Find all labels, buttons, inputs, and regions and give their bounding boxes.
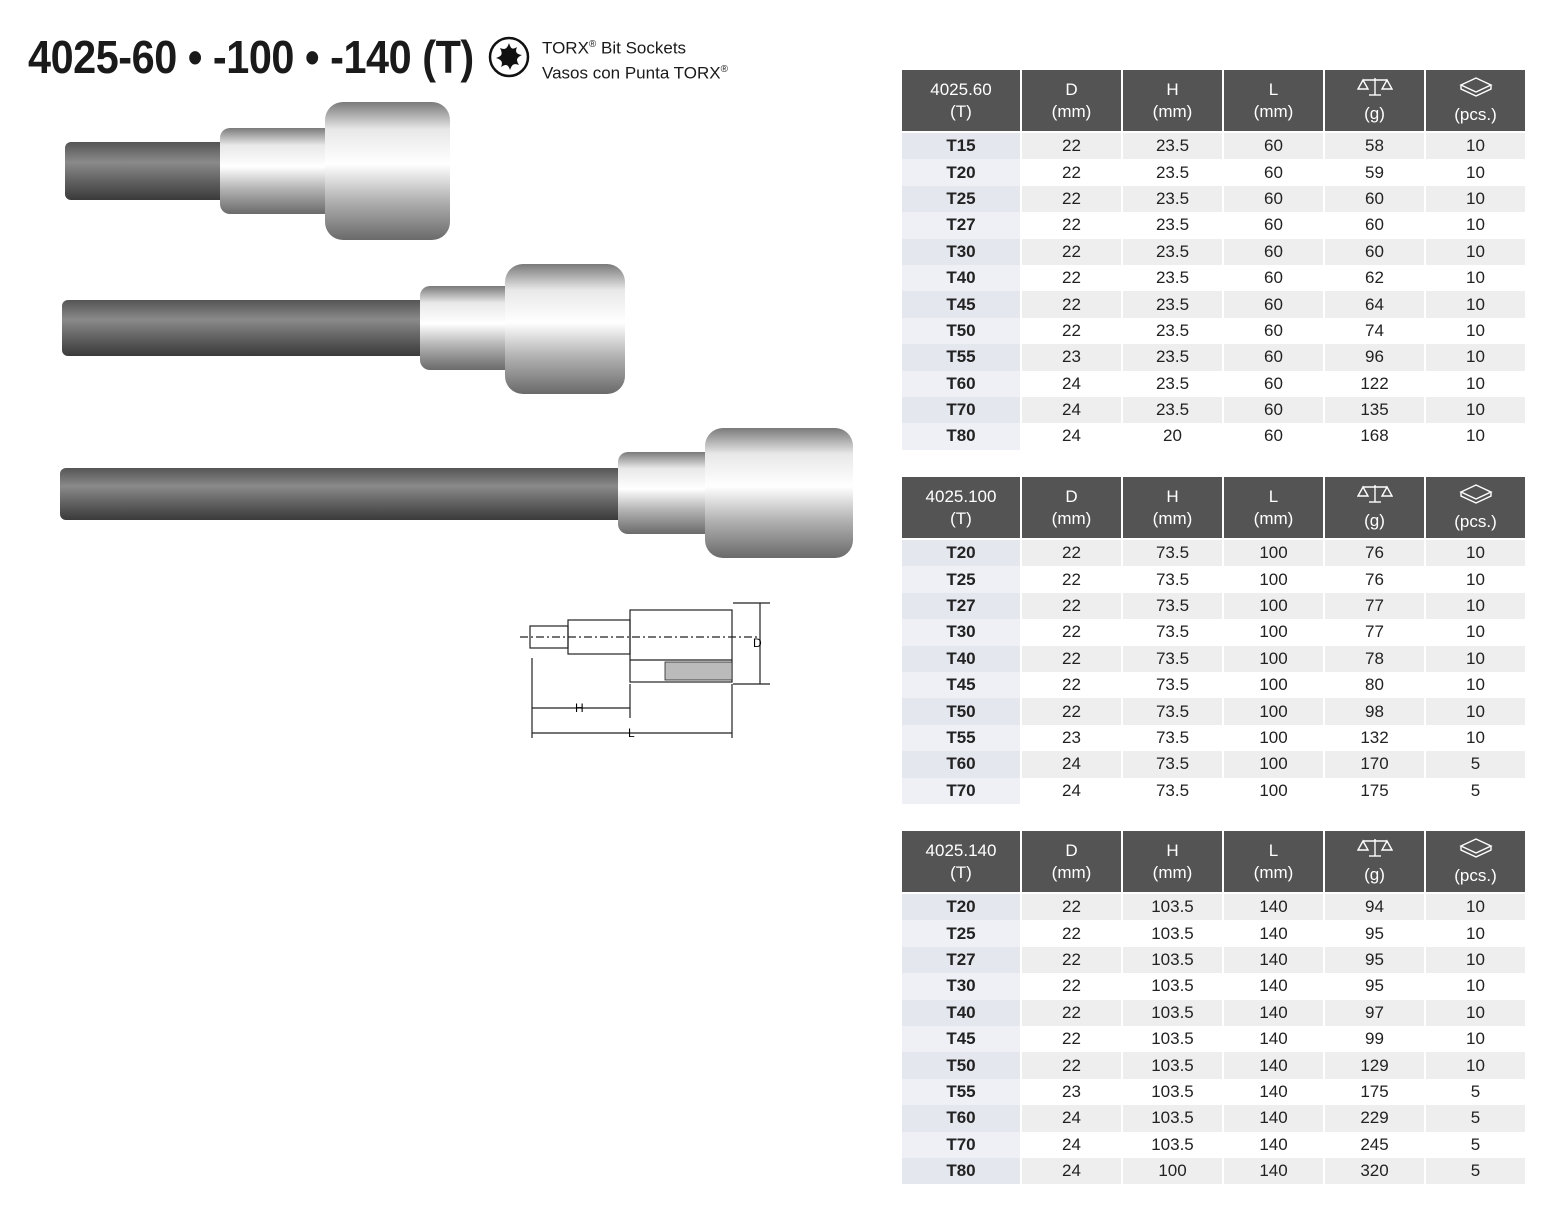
table-cell: 103.5: [1151, 1081, 1194, 1101]
table-row: [902, 619, 1525, 645]
table-cell: 97: [1325, 1000, 1424, 1026]
table-cell: 23.5: [1123, 291, 1222, 317]
table-cell: 60: [1224, 239, 1323, 265]
table-row: [902, 646, 1525, 672]
size-code-cell: T60: [902, 1105, 1020, 1131]
table-cell: 140: [1259, 976, 1288, 996]
table-cell: 103.5: [1151, 976, 1194, 996]
header-cell: D (mm): [1022, 70, 1121, 133]
table-cell: 77: [1325, 593, 1424, 619]
table-cell: 103.5: [1123, 1105, 1222, 1131]
table-cell: 10: [1426, 1000, 1525, 1026]
table-row: [902, 920, 1525, 946]
table-cell: 100: [1224, 698, 1323, 724]
size-code-cell: T25: [902, 566, 1020, 592]
table-cell: 73.5: [1123, 540, 1222, 566]
table-cell: 23.5: [1155, 373, 1190, 393]
spec-table-4025-140: [900, 831, 1527, 1184]
table-cell: 140: [1259, 1029, 1288, 1049]
table-cell: 10: [1466, 923, 1485, 943]
table-cell: 22: [1062, 976, 1081, 996]
header-cell: 4025.60 (T): [902, 70, 1020, 133]
table-cell: 62: [1365, 268, 1384, 288]
table-cell: 60: [1264, 426, 1283, 446]
size-code-cell: T40: [902, 646, 1020, 672]
table-cell: 140: [1259, 1134, 1288, 1154]
table-cell: 103.5: [1123, 894, 1222, 920]
table-cell: 22: [1062, 162, 1081, 182]
size-code-cell: T50: [902, 318, 1020, 344]
table-cell: 23: [1062, 1081, 1081, 1101]
size-code-cell: T20: [902, 540, 1020, 566]
header-cell: (pcs.): [1426, 477, 1525, 540]
table-row: [902, 318, 1525, 344]
table-cell: 10: [1426, 540, 1525, 566]
table-cell: 73.5: [1123, 751, 1222, 777]
table-cell: 10: [1426, 646, 1525, 672]
table-cell: 175: [1360, 1081, 1389, 1101]
table-cell: 103.5: [1123, 1000, 1222, 1026]
table-cell: 80: [1365, 675, 1384, 695]
header-cell: L (mm): [1224, 831, 1323, 894]
table-cell: 140: [1259, 923, 1288, 943]
table-cell: 60: [1264, 162, 1283, 182]
table-cell: 24: [1062, 426, 1081, 446]
size-code-cell: T25: [902, 920, 1020, 946]
table-cell: 10: [1466, 569, 1485, 589]
size-code-cell: T70: [902, 1132, 1020, 1158]
package-icon: [1459, 76, 1493, 98]
table-cell: 94: [1325, 894, 1424, 920]
table-row: [902, 159, 1525, 185]
table-cell: 10: [1466, 976, 1485, 996]
size-code-cell: T15: [902, 133, 1020, 159]
size-code-cell: T70: [902, 778, 1020, 804]
spec-table-4025-60: [900, 70, 1527, 450]
table-cell: 100: [1224, 646, 1323, 672]
table-cell: 23.5: [1123, 397, 1222, 423]
table-row: [902, 371, 1525, 397]
table-cell: 103.5: [1151, 1134, 1194, 1154]
table-cell: 103.5: [1151, 1029, 1194, 1049]
table-cell: 10: [1466, 373, 1485, 393]
table-cell: 22: [1022, 894, 1121, 920]
table-cell: 22: [1062, 622, 1081, 642]
table-cell: 74: [1365, 320, 1384, 340]
table-row: [902, 1052, 1525, 1078]
table-cell: 23.5: [1123, 186, 1222, 212]
table-cell: 100: [1259, 727, 1288, 747]
table-cell: 22: [1022, 133, 1121, 159]
table-cell: 99: [1365, 1029, 1384, 1049]
size-code-cell: T60: [902, 371, 1020, 397]
table-cell: 22: [1062, 320, 1081, 340]
table-cell: 60: [1264, 215, 1283, 235]
header-cell: (pcs.): [1426, 831, 1525, 894]
table-cell: 100: [1259, 780, 1288, 800]
table-row: [902, 239, 1525, 265]
size-code-cell: T30: [902, 619, 1020, 645]
table-cell: 140: [1224, 1000, 1323, 1026]
size-code-cell: T40: [902, 265, 1020, 291]
table-cell: 10: [1466, 426, 1485, 446]
product-photos: [40, 90, 870, 580]
table-cell: 100: [1259, 569, 1288, 589]
table-cell: 60: [1264, 268, 1283, 288]
table-cell: 100: [1224, 751, 1323, 777]
table-row: [902, 540, 1525, 566]
table-cell: 10: [1426, 186, 1525, 212]
table-cell: 10: [1426, 947, 1525, 973]
table-cell: 22: [1022, 186, 1121, 212]
table-cell: 22: [1022, 698, 1121, 724]
header-cell: H (mm): [1123, 70, 1222, 133]
table-cell: 23.5: [1155, 320, 1190, 340]
table-cell: 60: [1224, 133, 1323, 159]
table-cell: 95: [1325, 947, 1424, 973]
table-cell: 132: [1360, 727, 1389, 747]
table-cell: 24: [1022, 1158, 1121, 1184]
socket-60-photo: [65, 102, 450, 240]
socket-100-photo: [62, 264, 625, 394]
table-row: [902, 725, 1525, 751]
table-cell: 73.5: [1155, 675, 1190, 695]
table-cell: 60: [1224, 397, 1323, 423]
table-cell: 140: [1259, 1081, 1288, 1101]
table-cell: 95: [1365, 976, 1384, 996]
table-row: [902, 566, 1525, 592]
table-cell: 140: [1224, 1052, 1323, 1078]
table-row: [902, 751, 1525, 777]
table-cell: 100: [1123, 1158, 1222, 1184]
table-cell: 76: [1365, 569, 1384, 589]
table-cell: 22: [1062, 215, 1081, 235]
table-cell: 22: [1022, 947, 1121, 973]
table-cell: 10: [1426, 397, 1525, 423]
table-cell: 77: [1365, 622, 1384, 642]
table-cell: 22: [1022, 1000, 1121, 1026]
table-cell: 10: [1466, 320, 1485, 340]
table-cell: 5: [1426, 751, 1525, 777]
table-cell: 73.5: [1155, 780, 1190, 800]
table-cell: 168: [1360, 426, 1389, 446]
size-code-cell: T70: [902, 397, 1020, 423]
table-row: [902, 291, 1525, 317]
table-cell: 135: [1325, 397, 1424, 423]
size-code-cell: T50: [902, 1052, 1020, 1078]
size-code-cell: T20: [902, 159, 1020, 185]
header-cell: (g): [1325, 70, 1424, 133]
table-cell: 100: [1259, 675, 1288, 695]
size-code-cell: T25: [902, 186, 1020, 212]
table-row: [902, 133, 1525, 159]
table-cell: 73.5: [1123, 593, 1222, 619]
table-cell: 95: [1365, 923, 1384, 943]
header-cell: D (mm): [1022, 477, 1121, 540]
table-cell: 24: [1022, 397, 1121, 423]
table-cell: 10: [1426, 1052, 1525, 1078]
header-cell: D (mm): [1022, 831, 1121, 894]
table-cell: 10: [1466, 162, 1485, 182]
product-subtitle: TORX® Bit Sockets Vasos con Punta TORX®: [542, 38, 728, 83]
table-cell: 100: [1259, 622, 1288, 642]
table-cell: 60: [1264, 320, 1283, 340]
spec-table-4025-100: [900, 477, 1527, 804]
size-code-cell: T45: [902, 672, 1020, 698]
table-cell: 22: [1062, 923, 1081, 943]
table-cell: 98: [1325, 698, 1424, 724]
table-cell: 5: [1426, 1105, 1525, 1131]
table-row: [902, 1105, 1525, 1131]
table-cell: 22: [1062, 675, 1081, 695]
size-code-cell: T55: [902, 344, 1020, 370]
table-row: [902, 973, 1525, 999]
table-cell: 100: [1224, 593, 1323, 619]
table-row: [902, 423, 1525, 449]
table-cell: 23.5: [1123, 239, 1222, 265]
table-row: [902, 778, 1525, 804]
table-cell: 73.5: [1155, 569, 1190, 589]
package-icon: [1459, 483, 1493, 505]
table-row: [902, 397, 1525, 423]
scale-icon: [1357, 838, 1393, 858]
table-cell: 245: [1360, 1134, 1389, 1154]
table-cell: 58: [1325, 133, 1424, 159]
table-cell: 23.5: [1155, 215, 1190, 235]
header-cell: L (mm): [1224, 477, 1323, 540]
table-cell: 103.5: [1123, 1052, 1222, 1078]
header-cell: (g): [1325, 831, 1424, 894]
table-cell: 5: [1470, 1081, 1481, 1101]
socket-140-photo: [60, 428, 853, 558]
size-code-cell: T40: [902, 1000, 1020, 1026]
dim-d-label: D: [753, 636, 762, 650]
table-cell: 5: [1470, 780, 1481, 800]
table-cell: 73.5: [1123, 646, 1222, 672]
table-row: [902, 894, 1525, 920]
table-cell: 10: [1466, 622, 1485, 642]
table-cell: 59: [1365, 162, 1384, 182]
table-cell: 73.5: [1155, 727, 1190, 747]
table-cell: 10: [1426, 344, 1525, 370]
table-cell: 129: [1325, 1052, 1424, 1078]
table-cell: 24: [1022, 751, 1121, 777]
table-cell: 22: [1022, 646, 1121, 672]
table-row: [902, 344, 1525, 370]
table-cell: 64: [1325, 291, 1424, 317]
size-code-cell: T30: [902, 973, 1020, 999]
table-cell: 78: [1325, 646, 1424, 672]
table-cell: 140: [1224, 1158, 1323, 1184]
table-cell: 22: [1022, 239, 1121, 265]
table-cell: 23: [1062, 727, 1081, 747]
table-cell: 23.5: [1155, 162, 1190, 182]
dimension-diagram: [515, 598, 775, 748]
table-cell: 320: [1325, 1158, 1424, 1184]
table-cell: 23.5: [1123, 133, 1222, 159]
table-cell: 24: [1062, 373, 1081, 393]
table-row: [902, 186, 1525, 212]
table-row: [902, 265, 1525, 291]
table-row: [902, 1132, 1525, 1158]
table-cell: 22: [1022, 291, 1121, 317]
table-cell: 5: [1426, 1158, 1525, 1184]
table-cell: 229: [1325, 1105, 1424, 1131]
table-cell: 60: [1224, 291, 1323, 317]
table-cell: 175: [1360, 780, 1389, 800]
table-cell: 22: [1022, 1052, 1121, 1078]
table-cell: 76: [1325, 540, 1424, 566]
size-code-cell: T55: [902, 725, 1020, 751]
table-cell: 60: [1224, 344, 1323, 370]
table-cell: 10: [1466, 1029, 1485, 1049]
table-row: [902, 698, 1525, 724]
header-cell: (pcs.): [1426, 70, 1525, 133]
scale-icon: [1357, 484, 1393, 504]
dim-l-label: L: [628, 726, 635, 740]
table-cell: 10: [1426, 698, 1525, 724]
table-cell: 23: [1022, 344, 1121, 370]
size-code-cell: T45: [902, 1026, 1020, 1052]
table-cell: 103.5: [1151, 923, 1194, 943]
table-cell: 73.5: [1123, 698, 1222, 724]
table-cell: 122: [1360, 373, 1389, 393]
table-cell: 10: [1466, 268, 1485, 288]
package-icon: [1459, 837, 1493, 859]
dim-h-label: H: [575, 701, 584, 715]
table-cell: 23.5: [1155, 268, 1190, 288]
table-cell: 24: [1062, 1134, 1081, 1154]
table-row: [902, 212, 1525, 238]
table-cell: 10: [1466, 215, 1485, 235]
scale-icon: [1357, 77, 1393, 97]
table-cell: 10: [1466, 675, 1485, 695]
page-title: 4025-60 • -100 • -140 (T): [28, 31, 474, 83]
size-code-cell: T20: [902, 894, 1020, 920]
size-code-cell: T27: [902, 593, 1020, 619]
table-cell: 22: [1062, 1029, 1081, 1049]
table-cell: 24: [1022, 1105, 1121, 1131]
header-cell: H (mm): [1123, 477, 1222, 540]
size-code-cell: T27: [902, 212, 1020, 238]
table-cell: 22: [1022, 593, 1121, 619]
size-code-cell: T30: [902, 239, 1020, 265]
table-cell: 5: [1470, 1134, 1481, 1154]
size-code-cell: T50: [902, 698, 1020, 724]
table-cell: 60: [1224, 186, 1323, 212]
table-row: [902, 593, 1525, 619]
table-cell: 22: [1062, 268, 1081, 288]
table-row: [902, 672, 1525, 698]
table-cell: 22: [1062, 569, 1081, 589]
table-cell: 10: [1426, 291, 1525, 317]
header-cell: H (mm): [1123, 831, 1222, 894]
table-cell: 73.5: [1155, 622, 1190, 642]
table-cell: 10: [1466, 727, 1485, 747]
size-code-cell: T60: [902, 751, 1020, 777]
table-row: [902, 947, 1525, 973]
size-code-cell: T80: [902, 423, 1020, 449]
size-code-cell: T45: [902, 291, 1020, 317]
table-row: [902, 1079, 1525, 1105]
table-cell: 10: [1426, 593, 1525, 619]
table-cell: 103.5: [1123, 947, 1222, 973]
header-cell: L (mm): [1224, 70, 1323, 133]
table-cell: 140: [1224, 947, 1323, 973]
table-cell: 10: [1426, 133, 1525, 159]
table-cell: 60: [1365, 215, 1384, 235]
table-cell: 10: [1426, 239, 1525, 265]
header-cell: 4025.140 (T): [902, 831, 1020, 894]
header-cell: (g): [1325, 477, 1424, 540]
table-cell: 60: [1325, 186, 1424, 212]
table-cell: 22: [1022, 540, 1121, 566]
table-cell: 96: [1325, 344, 1424, 370]
torx-star-icon: [488, 36, 530, 78]
table-row: [902, 1000, 1525, 1026]
table-row: [902, 1158, 1525, 1184]
header-cell: 4025.100 (T): [902, 477, 1020, 540]
table-cell: 10: [1426, 894, 1525, 920]
table-cell: 140: [1224, 894, 1323, 920]
size-code-cell: T27: [902, 947, 1020, 973]
table-cell: 60: [1264, 373, 1283, 393]
table-cell: 60: [1325, 239, 1424, 265]
table-cell: 24: [1062, 780, 1081, 800]
table-cell: 170: [1325, 751, 1424, 777]
size-code-cell: T55: [902, 1079, 1020, 1105]
table-cell: 100: [1224, 540, 1323, 566]
table-cell: 140: [1224, 1105, 1323, 1131]
table-cell: 20: [1163, 426, 1182, 446]
table-cell: 23.5: [1123, 344, 1222, 370]
size-code-cell: T80: [902, 1158, 1020, 1184]
table-row: [902, 1026, 1525, 1052]
